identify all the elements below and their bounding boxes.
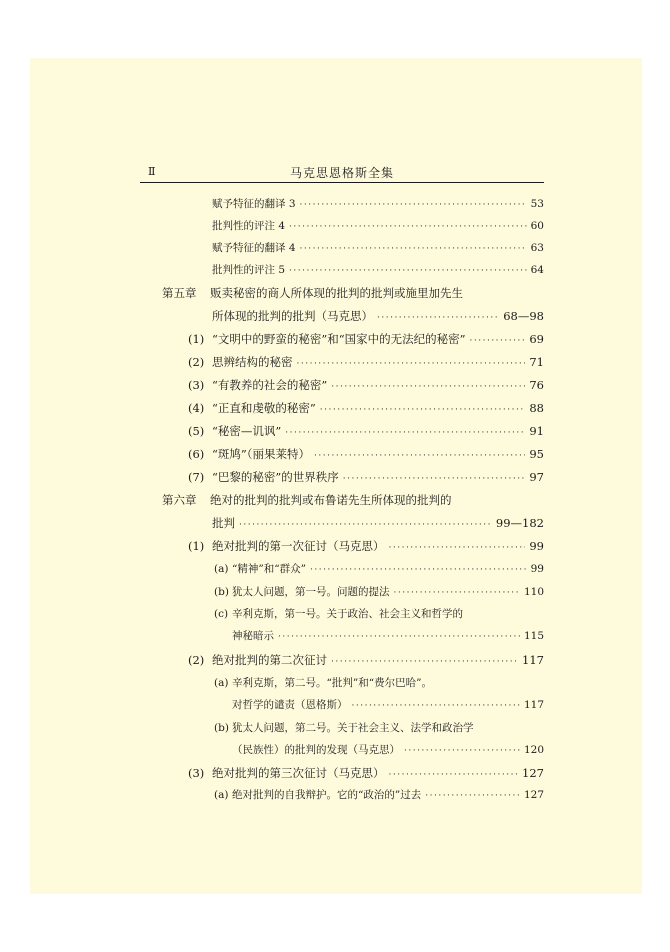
leader-dots [377, 313, 499, 323]
leader-dots [331, 657, 518, 667]
entry-page: 117 [523, 699, 544, 711]
entry-text: 犹太人问题，第一号。问题的提法 [232, 586, 390, 598]
toc-entry [212, 515, 544, 533]
leader-dots [289, 266, 527, 276]
entry-text: 批判性的评注 4 [212, 220, 286, 232]
toc-entry [212, 218, 544, 236]
entry-number: (4) [188, 401, 205, 415]
leader-dots [320, 405, 526, 415]
entry-text: 赋予特征的翻译 3 [212, 198, 296, 210]
leader-dots [389, 543, 526, 553]
leader-dots [404, 746, 520, 756]
entry-text: “正直和虔敬的秘密” [212, 401, 316, 415]
leader-dots [389, 770, 519, 780]
toc-entry [212, 196, 544, 214]
toc-entry [188, 765, 544, 783]
entry-text: 神秘暗示 [232, 630, 274, 642]
toc-entry [214, 720, 544, 738]
toc-entry [188, 354, 544, 372]
toc-entry [214, 675, 544, 693]
toc-entry [214, 787, 544, 805]
leader-dots [310, 565, 527, 575]
entry-page: 76 [529, 378, 544, 392]
entry-number: (2) [188, 355, 205, 369]
toc-entry [188, 331, 544, 349]
entry-page: 71 [529, 355, 544, 369]
leader-dots [425, 791, 520, 801]
entry-text: 批判性的评注 5 [212, 264, 286, 276]
toc-entry [188, 377, 544, 395]
entry-page: 99 [530, 563, 544, 575]
toc-entry [188, 538, 544, 556]
entry-text: “秘密—讥讽” [212, 424, 282, 438]
page-number: Ⅱ [148, 165, 156, 178]
entry-text: 绝对批判的第三次征讨（马克思） [212, 766, 385, 780]
entry-number: (a) [214, 789, 229, 801]
toc-entry [214, 584, 544, 602]
entry-text: “斑鸠”（丽果莱特） [212, 447, 311, 461]
toc-entry [232, 628, 544, 646]
toc-entry [188, 652, 544, 670]
entry-page: 127 [522, 766, 544, 780]
entry-page: 63 [530, 242, 544, 254]
leader-dots [278, 632, 520, 642]
leader-dots [470, 336, 526, 346]
entry-number: (a) [214, 563, 229, 575]
leader-dots [285, 428, 525, 438]
toc-entry [212, 308, 544, 326]
entry-page: 53 [530, 198, 544, 210]
leader-dots [300, 200, 527, 210]
leader-dots [331, 382, 525, 392]
chapter-label: 第六章 [162, 493, 197, 507]
toc-entry [214, 561, 544, 579]
leader-dots [289, 222, 527, 232]
entry-text: 辛利克斯，第一号。关于政治、社会主义和哲学的 [232, 608, 463, 620]
entry-page: 95 [529, 447, 544, 461]
toc-entry [232, 742, 544, 760]
toc-chapter [162, 285, 544, 303]
entry-page: 60 [530, 220, 544, 232]
entry-number: (5) [188, 424, 205, 438]
entry-page: 117 [522, 653, 544, 667]
entry-page: 68—98 [503, 309, 544, 323]
entry-text: 犹太人问题，第二号。关于社会主义、法学和政治学 [232, 722, 474, 734]
entry-text: 所体现的批判的批判（马克思） [212, 309, 373, 323]
entry-page: 110 [523, 586, 544, 598]
entry-text: 思辨结构的秘密 [212, 355, 293, 369]
entry-text: 对哲学的谴责（恩格斯） [232, 699, 348, 711]
entry-page: 88 [529, 401, 544, 415]
entry-text: “巴黎的秘密”的世界秩序 [212, 470, 339, 484]
entry-page: 69 [529, 332, 544, 346]
entry-text: “精神”和“群众” [232, 563, 306, 575]
entry-number: (3) [188, 766, 205, 780]
entry-page: 97 [529, 470, 544, 484]
entry-text: 辛利克斯，第二号。“批判”和“费尔巴哈”。 [232, 677, 432, 689]
entry-page: 64 [530, 264, 544, 276]
running-header [140, 162, 544, 183]
entry-number: (1) [188, 539, 205, 553]
leader-dots [394, 588, 520, 598]
entry-page: 99—182 [495, 516, 544, 530]
leader-dots [239, 520, 492, 530]
toc-chapter [162, 492, 544, 510]
book-title: 马克思恩格斯全集 [289, 166, 394, 180]
entry-number: (a) [214, 677, 229, 689]
toc-entry [188, 469, 544, 487]
toc-entry [188, 423, 544, 441]
entry-number: (1) [188, 332, 205, 346]
entry-text: 绝对的批判的批判或布鲁诺先生所体现的批判的 [210, 493, 452, 507]
entry-text: 绝对批判的第二次征讨 [212, 653, 327, 667]
entry-number: (3) [188, 378, 205, 392]
leader-dots [352, 701, 520, 711]
toc-entry [212, 240, 544, 258]
entry-number: (b) [214, 586, 229, 598]
entry-text: 贩卖秘密的商人所体现的批判的批判或施里加先生 [210, 286, 463, 300]
entry-page: 99 [529, 539, 544, 553]
entry-number: (6) [188, 447, 205, 461]
entry-number: (c) [214, 608, 229, 620]
entry-number: (7) [188, 470, 205, 484]
entry-page: 91 [529, 424, 544, 438]
entry-text: （民族性）的批判的发现（马克思） [232, 744, 400, 756]
toc-entry [212, 262, 544, 280]
toc-entry [188, 446, 544, 464]
entry-page: 115 [523, 630, 544, 642]
leader-dots [300, 244, 527, 254]
entry-text: 批判 [212, 516, 235, 530]
entry-text: 绝对批判的自我辩护。它的“政治的”过去 [232, 789, 422, 801]
entry-number: (b) [214, 722, 229, 734]
leader-dots [314, 451, 525, 461]
entry-text: “文明中的野蛮的秘密”和“国家中的无法纪的秘密” [212, 332, 466, 346]
entry-text: “有教养的社会的秘密” [212, 378, 328, 392]
chapter-label: 第五章 [162, 286, 197, 300]
entry-number: (2) [188, 653, 205, 667]
toc-entry [214, 606, 544, 624]
entry-text: 赋予特征的翻译 4 [212, 242, 296, 254]
entry-text: 绝对批判的第一次征讨（马克思） [212, 539, 385, 553]
entry-page: 120 [523, 744, 544, 756]
toc-entry [232, 697, 544, 715]
entry-page: 127 [523, 789, 544, 801]
leader-dots [297, 359, 526, 369]
leader-dots [343, 474, 526, 484]
toc-entry [188, 400, 544, 418]
